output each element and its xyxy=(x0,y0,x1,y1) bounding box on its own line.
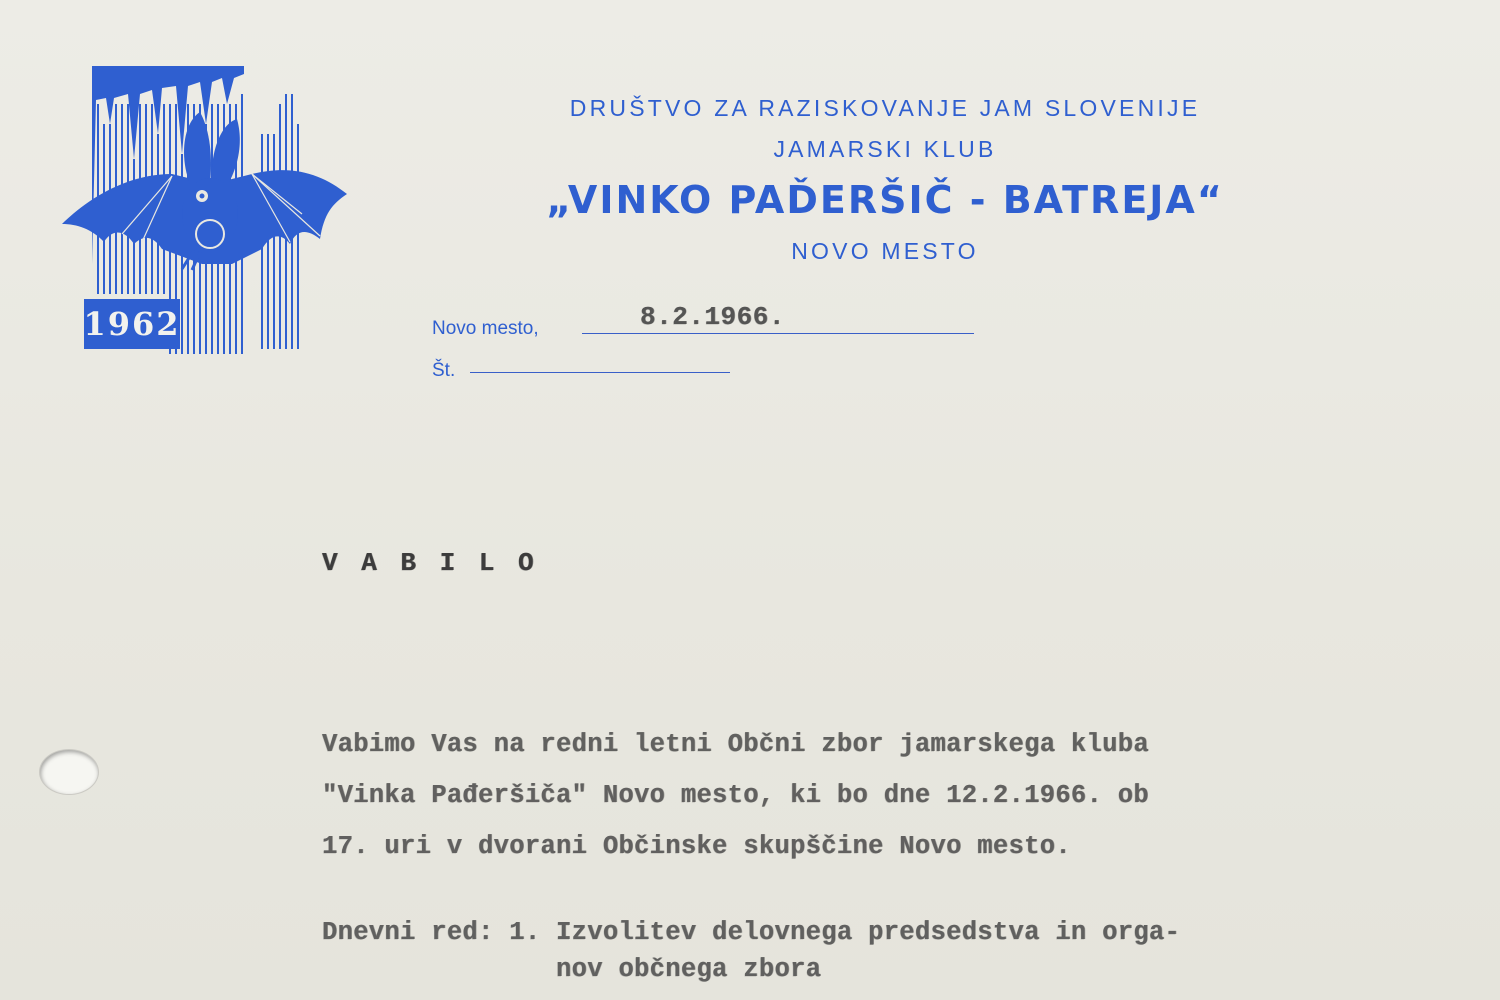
club-logo xyxy=(62,64,352,354)
logo-year-badge: 1962 xyxy=(84,299,180,349)
body-line: Dnevni red: 1. Izvolitev delovnega predsedstva in orga- xyxy=(322,918,1181,947)
body-line: 17. uri v dvorani Občinske skupščine Novo mesto. xyxy=(322,832,1071,861)
date-underline xyxy=(582,333,974,334)
number-underline xyxy=(470,372,730,373)
letter-heading: V A B I L O xyxy=(322,548,538,578)
date-value: 8.2.1966. xyxy=(640,302,785,332)
place-label: Novo mesto, xyxy=(432,318,539,339)
body-line: "Vinka Pađeršiča" Novo mesto, ki bo dne 12.2.1966. ob xyxy=(322,781,1149,810)
letterhead xyxy=(380,88,1390,272)
club-type: JAMARSKI KLUB xyxy=(773,136,997,162)
body-line: Vabimo Vas na redni letni Občni zbor jamarskega kluba xyxy=(322,730,1149,759)
club-name: „VINKO PAĎERŠIČ - BATREJA“ xyxy=(546,178,1224,222)
club-city: NOVO MESTO xyxy=(791,238,979,264)
society-name: DRUŠTVO ZA RAZISKOVANJE JAM SLOVENIJE xyxy=(569,95,1201,121)
punch-hole xyxy=(40,750,98,794)
number-label: Št. xyxy=(432,360,456,381)
body-line: nov občnega zbora xyxy=(322,955,822,984)
